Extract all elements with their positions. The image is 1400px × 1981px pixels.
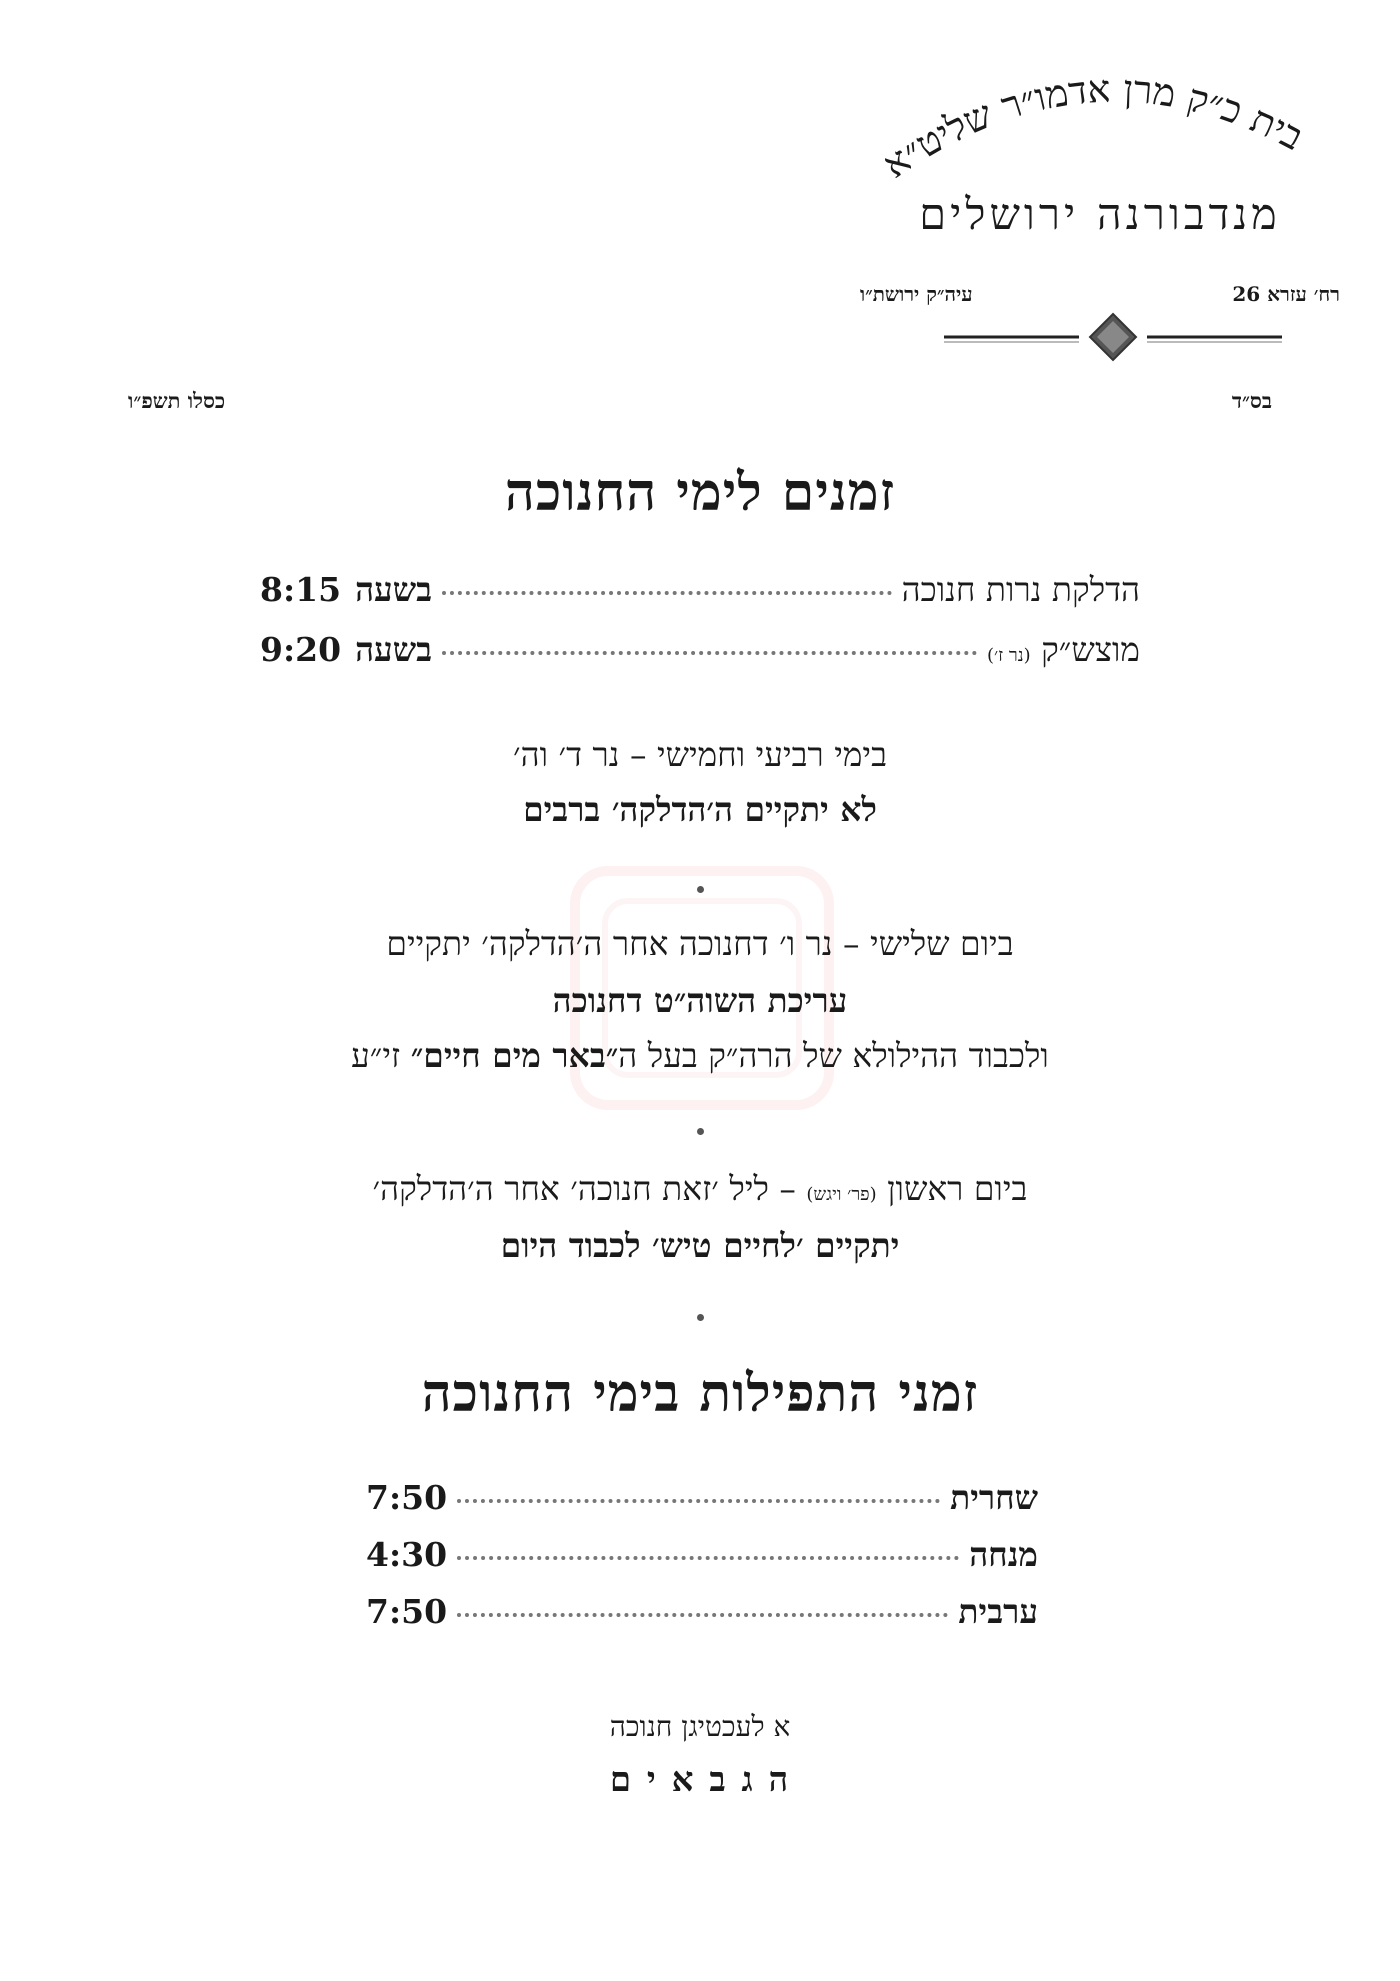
separator-dot	[697, 1128, 704, 1135]
notice-3-line-1-note: (פר׳ ויגש)	[806, 1184, 877, 1205]
row-label	[987, 630, 1140, 670]
bsd-mark: בס״ד	[1231, 388, 1272, 413]
dot-leader	[457, 1613, 948, 1617]
time-value: 8:15	[260, 570, 342, 609]
page-title: זמנים לימי החנוכה	[504, 462, 896, 523]
separator-dot	[697, 1314, 704, 1321]
letterhead-arc-text: בית כ״ק מרן אדמו״ר שליט״א	[874, 66, 1311, 187]
prayer-time: 7:50	[366, 1478, 448, 1517]
notice-3-line-2: יתקיים ׳לחיים טיש׳ לכבוד היום	[500, 1226, 900, 1265]
dot-leader	[442, 651, 977, 655]
institution-name: מנדבורנה ירושלים	[919, 190, 1281, 240]
prayer-row-maariv	[366, 1592, 1038, 1632]
dot-leader	[442, 591, 892, 595]
svg-text:בית כ״ק מרן אדמו״ר שליט״א	[875, 67, 1311, 187]
divider-ornament	[944, 312, 1282, 362]
notice-2-line-1: ביום שלישי – נר ו׳ דחנוכה אחר ה׳הדלקה׳ יתקיים	[386, 924, 1014, 963]
separator-dot	[697, 886, 704, 893]
prayer-label: שחרית	[950, 1478, 1038, 1517]
notice-1-line-1: בימי רביעי וחמישי – נר ד׳ וה׳	[513, 735, 887, 774]
time-value: 9:20	[260, 630, 342, 669]
prayer-label: מנחה	[969, 1535, 1038, 1574]
notice-2-line-3-b: ״באר מים חיים״	[410, 1036, 619, 1075]
address-city: עיה״ק ירושת״ו	[860, 282, 973, 306]
row-value	[260, 630, 432, 670]
row-label-text: מוצש״ק	[1041, 630, 1140, 669]
notice-3-line-1	[0, 1169, 1400, 1209]
prayer-times-title: זמני התפילות בימי החנוכה	[421, 1363, 979, 1424]
notice-2-line-3-a: ולכבוד ההילולא של הרה״ק בעל ה	[618, 1036, 1049, 1075]
dot-leader	[457, 1499, 940, 1503]
notice-3-line-1-b: – ליל ׳זאת חנוכה׳ אחר ה׳הדלקה׳	[372, 1169, 807, 1208]
prayer-time: 4:30	[366, 1535, 448, 1574]
prayer-time: 7:50	[366, 1592, 448, 1631]
hebrew-date: כסלו תשפ״ו	[128, 388, 226, 413]
notice-2-line-2: עריכת השוה״ט דחנוכה	[552, 981, 848, 1020]
time-prefix: בשעה	[355, 570, 433, 609]
letterhead-arc	[840, 40, 1340, 210]
notice-1-line-2: לא יתקיים ה׳הדלקה׳ ברבים	[523, 790, 877, 829]
address-street: רח׳ עזרא 26	[1232, 282, 1340, 306]
row-label: הדלקת נרות חנוכה	[901, 570, 1140, 609]
prayer-row-shacharit	[366, 1478, 1038, 1518]
notice-2-line-3-c: זי״ע	[351, 1036, 411, 1075]
time-prefix: בשעה	[355, 630, 433, 669]
notice-2-line-3	[0, 1036, 1400, 1076]
schedule-row-motzash	[260, 630, 1140, 670]
row-value	[260, 570, 432, 610]
prayer-row-mincha	[366, 1535, 1038, 1575]
schedule-row-candle-lighting	[260, 570, 1140, 610]
notice-3-line-1-a: ביום ראשון	[876, 1169, 1028, 1208]
closing-signature: ה ג ב א י ם	[609, 1760, 791, 1800]
dot-leader	[457, 1556, 959, 1560]
row-label-note: (נר ז׳)	[987, 645, 1031, 666]
closing-greeting: א לעכטיגן חנוכה	[609, 1710, 791, 1743]
prayer-label: ערבית	[958, 1592, 1038, 1631]
